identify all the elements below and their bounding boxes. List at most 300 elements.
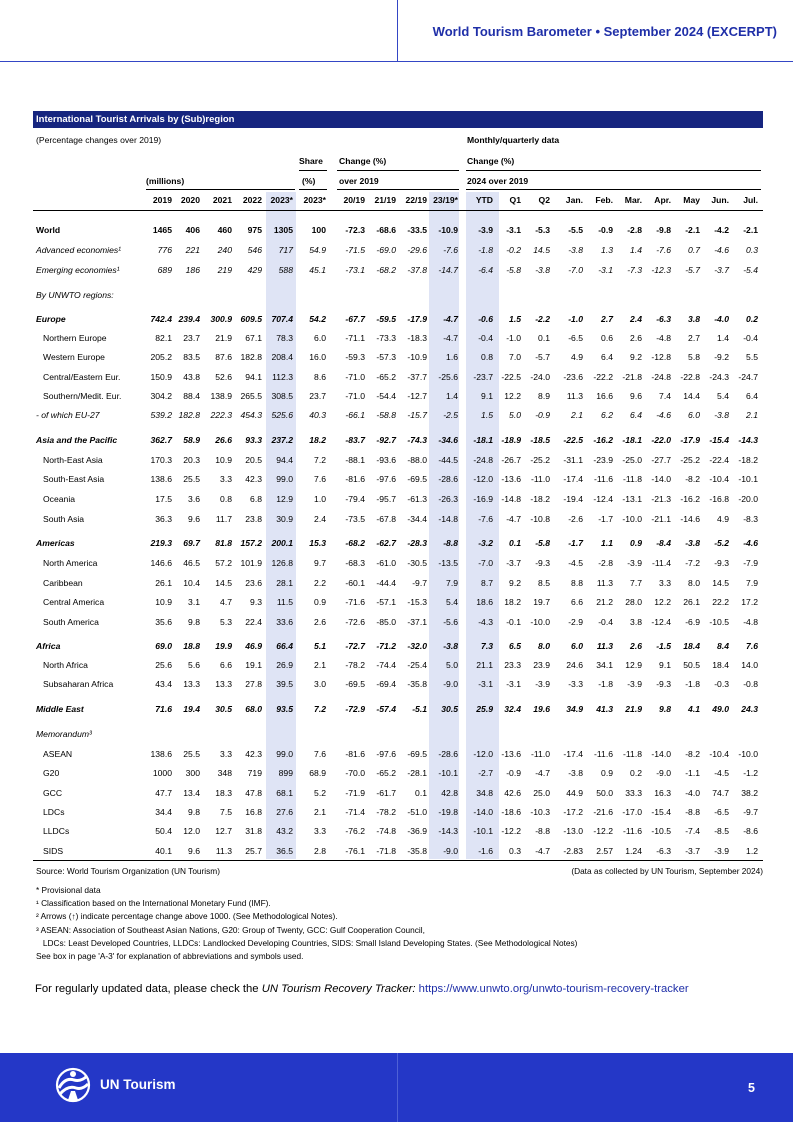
table-cell: -1.0: [568, 314, 583, 324]
table-cell: 454.3: [240, 410, 262, 420]
table-cell: -10.4: [709, 749, 729, 759]
table-cell: -21.6: [593, 807, 613, 817]
collected-note: (Data as collected by UN Tourism, September 2024): [571, 866, 763, 876]
table-cell: 19.1: [245, 660, 262, 670]
table-cell: -69.4: [376, 679, 396, 689]
table-cell: -3.1: [506, 679, 521, 689]
table-cell: -11.4: [652, 558, 671, 568]
table-cell: -12.0: [473, 474, 493, 484]
table-cell: -7.2: [685, 558, 700, 568]
table-cell: -4.2: [714, 225, 729, 235]
table-cell: -3.1: [478, 679, 493, 689]
row-label: Subsaharan Africa: [43, 679, 114, 689]
footer-brand: UN Tourism: [100, 1077, 176, 1092]
table-cell: -73.5: [345, 514, 365, 524]
table-cell: 4.1: [688, 704, 700, 714]
table-cell: -16.9: [473, 494, 493, 504]
table-cell: -3.8: [443, 641, 458, 651]
table-cell: 0.7: [688, 245, 700, 255]
table-cell: 240: [217, 245, 232, 255]
change-underline: [337, 170, 459, 171]
table-cell: 31.8: [245, 826, 262, 836]
table-cell: 112.3: [272, 372, 293, 382]
table-cell: -8.8: [443, 538, 458, 548]
table-cell: 26.6: [215, 435, 232, 445]
source-note: Source: World Tourism Organization (UN Tourism): [36, 866, 220, 876]
table-cell: 57.2: [215, 558, 232, 568]
table-cell: -51.0: [407, 807, 427, 817]
table-cell: -0.1: [506, 617, 521, 627]
table-cell: 221: [185, 245, 200, 255]
table-cell: -23.9: [593, 455, 613, 465]
table-cell: -0.8: [743, 679, 758, 689]
table-cell: 7.6: [746, 641, 758, 651]
table-cell: 50.4: [155, 826, 172, 836]
table-cell: -71.0: [345, 391, 365, 401]
table-cell: 899: [278, 768, 293, 778]
table-cell: 138.6: [150, 474, 172, 484]
table-cell: 8.5: [538, 578, 550, 588]
table-cell: 1000: [152, 768, 172, 778]
table-cell: 146.6: [150, 558, 172, 568]
table-cell: -5.6: [443, 617, 458, 627]
table-cell: 13.4: [183, 788, 200, 798]
table-cell: -71.2: [376, 641, 396, 651]
table-cell: -18.1: [622, 435, 642, 445]
table-cell: -0.6: [478, 314, 493, 324]
table-cell: -17.4: [563, 749, 583, 759]
column-header: YTD: [475, 195, 493, 205]
row-label: Middle East: [36, 704, 84, 714]
table-cell: -8.5: [714, 826, 729, 836]
table-cell: -11.6: [594, 474, 613, 484]
table-cell: 54.2: [309, 314, 326, 324]
table-cell: -8.8: [685, 807, 700, 817]
table-cell: -3.1: [506, 225, 521, 235]
table-cell: -7.0: [478, 558, 493, 568]
table-cell: 13.3: [215, 679, 232, 689]
table-cell: 25.9: [476, 704, 493, 714]
row-label: Europe: [36, 314, 66, 324]
table-cell: -8.4: [656, 538, 671, 548]
table-cell: -2.7: [478, 768, 493, 778]
table-cell: -20.0: [738, 494, 758, 504]
table-cell: 10.4: [183, 578, 200, 588]
table-cell: 1.2: [746, 846, 758, 856]
table-cell: -7.6: [656, 245, 671, 255]
table-cell: 138.9: [210, 391, 232, 401]
table-cell: -9.0: [443, 679, 458, 689]
column-header: Jun.: [711, 195, 729, 205]
table-cell: -68.2: [345, 538, 365, 548]
table-cell: 0.8: [481, 352, 493, 362]
row-label: - of which EU-27: [36, 410, 100, 420]
table-cell: 25.7: [245, 846, 262, 856]
table-cell: -2.1: [685, 225, 700, 235]
table-cell: -69.5: [407, 474, 427, 484]
table-cell: -2.9: [568, 617, 583, 627]
table-cell: 11.7: [215, 514, 232, 524]
table-cell: -5.5: [568, 225, 583, 235]
table-cell: 46.5: [183, 558, 200, 568]
table-cell: -9.0: [656, 768, 671, 778]
tracker-name: UN Tourism Recovery Tracker:: [261, 983, 416, 995]
table-cell: 3.3: [314, 826, 326, 836]
monthly-change-label: Change (%): [467, 156, 515, 166]
row-label: Central/Eastern Eur.: [43, 372, 121, 382]
table-cell: -13.5: [438, 558, 458, 568]
row-label: SIDS: [43, 846, 64, 856]
table-cell: -2.5: [443, 410, 458, 420]
table-cell: 30.5: [215, 704, 232, 714]
table-cell: -2.8: [598, 558, 613, 568]
monthly-change-underline: [466, 170, 761, 171]
table-cell: -3.7: [685, 846, 700, 856]
table-cell: -10.1: [738, 474, 758, 484]
table-cell: 525.6: [271, 410, 293, 420]
table-cell: -6.9: [685, 617, 700, 627]
table-cell: 5.5: [746, 352, 758, 362]
table-cell: -7.6: [478, 514, 493, 524]
table-cell: -3.7: [714, 265, 729, 275]
table-cell: 348: [217, 768, 232, 778]
table-cell: -58.8: [376, 410, 396, 420]
table-cell: -12.8: [651, 352, 671, 362]
table-cell: 5.8: [688, 352, 700, 362]
table-cell: -65.2: [376, 372, 396, 382]
table-cell: -72.3: [345, 225, 365, 235]
table-cell: -6.5: [568, 333, 583, 343]
table-cell: -1.6: [478, 846, 493, 856]
table-cell: -7.9: [743, 558, 758, 568]
table-cell: 3.0: [314, 679, 326, 689]
table-cell: -76.1: [345, 846, 365, 856]
table-cell: 6.4: [601, 352, 613, 362]
table-cell: -4.6: [714, 245, 729, 255]
table-cell: 30.9: [276, 514, 293, 524]
table-cell: 18.2: [309, 435, 326, 445]
table-cell: -14.3: [438, 826, 458, 836]
table-cell: -97.6: [376, 474, 396, 484]
row-label: Asia and the Pacific: [36, 435, 118, 445]
table-cell: -19.4: [563, 494, 583, 504]
table-cell: -0.9: [535, 410, 550, 420]
footnote-5: LDCs: Least Developed Countries, LLDCs: Landlocked Developing Countries, SIDS: Small Island Developing States. (See Methodological Notes): [36, 938, 578, 948]
table-cell: -2.1: [743, 225, 758, 235]
table-cell: 38.2: [741, 788, 758, 798]
table-cell: -2.2: [535, 314, 550, 324]
table-cell: 66.4: [276, 641, 293, 651]
table-cell: 3.8: [688, 314, 700, 324]
table-cell: 21.2: [596, 597, 613, 607]
table-cell: 34.1: [596, 660, 613, 670]
table-cell: -72.6: [345, 617, 365, 627]
table-cell: -71.8: [376, 846, 396, 856]
table-cell: -12.4: [651, 617, 671, 627]
page-header: [0, 0, 793, 62]
table-cell: 0.3: [746, 245, 758, 255]
table-cell: -1.2: [743, 768, 758, 778]
table-cell: 10.9: [155, 597, 172, 607]
table-cell: -1.8: [685, 679, 700, 689]
table-cell: -3.7: [506, 558, 521, 568]
table-cell: -24.8: [473, 455, 493, 465]
table-cell: -3.9: [714, 846, 729, 856]
table-cell: 2.1: [314, 807, 326, 817]
table-cell: -15.7: [407, 410, 427, 420]
table-cell: 12.9: [625, 660, 642, 670]
table-cell: -4.7: [506, 514, 521, 524]
table-cell: -81.6: [345, 749, 365, 759]
table-cell: -61.0: [376, 558, 396, 568]
table-cell: 6.0: [314, 333, 326, 343]
table-cell: -44.4: [376, 578, 396, 588]
table-cell: -0.4: [478, 333, 493, 343]
table-cell: -4.8: [743, 617, 758, 627]
table-cell: -73.1: [345, 265, 365, 275]
table-cell: 0.6: [601, 333, 613, 343]
column-header: 22/19: [405, 195, 427, 205]
table-cell: -22.5: [563, 435, 583, 445]
table-cell: 265.5: [240, 391, 262, 401]
table-cell: 12.2: [654, 597, 671, 607]
table-cell: -69.5: [407, 749, 427, 759]
table-cell: -70.0: [345, 768, 365, 778]
table-cell: 18.2: [504, 597, 521, 607]
table-cell: 0.8: [220, 494, 232, 504]
table-cell: 11.5: [276, 597, 293, 607]
table-cell: 93.3: [245, 435, 262, 445]
table-cell: -19.8: [438, 807, 458, 817]
table-cell: 94.4: [276, 455, 293, 465]
table-cell: -15.3: [407, 597, 427, 607]
table-cell: -9.2: [714, 352, 729, 362]
table-cell: -12.3: [651, 265, 671, 275]
table-cell: -11.0: [531, 749, 550, 759]
change-label: Change (%): [339, 156, 387, 166]
table-cell: 5.4: [446, 597, 458, 607]
table-cell: -13.0: [563, 826, 583, 836]
table-cell: -62.7: [376, 538, 396, 548]
table-cell: -6.5: [714, 807, 729, 817]
table-cell: -14.8: [438, 514, 458, 524]
table-cell: -71.9: [345, 788, 365, 798]
table-cell: -21.3: [651, 494, 671, 504]
table-cell: 26.1: [155, 578, 172, 588]
table-cell: -74.4: [376, 660, 396, 670]
table-cell: 93.5: [276, 704, 293, 714]
table-cell: -11.6: [594, 749, 613, 759]
row-label: Caribbean: [43, 578, 83, 588]
footnote-2: ¹ Classification based on the International Monetary Fund (IMF).: [36, 898, 271, 908]
table-cell: -68.3: [345, 558, 365, 568]
table-cell: 28.0: [625, 597, 642, 607]
table-cell: 20.5: [245, 455, 262, 465]
table-cell: 308.5: [271, 391, 293, 401]
table-cell: 1.3: [601, 245, 613, 255]
table-cell: -1.7: [598, 514, 613, 524]
column-header: Feb.: [595, 195, 613, 205]
table-title: International Tourist Arrivals by (Sub)region: [33, 111, 763, 128]
row-label: North Africa: [43, 660, 88, 670]
table-cell: -30.5: [407, 558, 427, 568]
table-cell: -10.9: [407, 352, 427, 362]
table-cell: -1.1: [685, 768, 700, 778]
table-cell: -17.4: [563, 474, 583, 484]
table-cell: 5.0: [509, 410, 521, 420]
table-cell: 23.7: [309, 391, 326, 401]
table-cell: -2.83: [563, 846, 583, 856]
table-cell: -44.5: [438, 455, 458, 465]
table-cell: 16.0: [309, 352, 326, 362]
table-cell: 94.1: [245, 372, 262, 382]
table-cell: 237.2: [271, 435, 293, 445]
table-cell: -97.6: [376, 749, 396, 759]
table-cell: 22.2: [712, 597, 729, 607]
share-label: Share: [299, 156, 323, 166]
table-cell: -0.4: [743, 333, 758, 343]
column-header: 21/19: [374, 195, 396, 205]
table-cell: 4.9: [571, 352, 583, 362]
table-cell: -37.7: [407, 372, 427, 382]
table-cell: 69.7: [183, 538, 200, 548]
table-cell: -66.1: [345, 410, 365, 420]
table-cell: -4.6: [743, 538, 758, 548]
table-cell: 18.6: [476, 597, 493, 607]
table-cell: 78.3: [276, 333, 293, 343]
table-cell: -28.1: [407, 768, 427, 778]
table-cell: 7.9: [746, 578, 758, 588]
table-cell: 21.9: [625, 704, 642, 714]
table-cell: 0.9: [314, 597, 326, 607]
tracker-link[interactable]: https://www.unwto.org/unwto-tourism-recovery-tracker: [418, 983, 689, 995]
tracker-sentence: [35, 983, 689, 995]
table-cell: 23.9: [533, 660, 550, 670]
table-cell: -4.7: [443, 314, 458, 324]
table-cell: 18.4: [712, 660, 729, 670]
table-cell: 14.5: [215, 578, 232, 588]
table-cell: -22.8: [680, 372, 700, 382]
table-cell: -72.7: [345, 641, 365, 651]
table-cell: -31.1: [563, 455, 583, 465]
monthly-header: Monthly/quarterly data: [467, 135, 560, 145]
table-cell: 2.8: [314, 846, 326, 856]
table-cell: 25.0: [533, 788, 550, 798]
table-cell: 13.3: [183, 679, 200, 689]
table-cell: -1.0: [506, 333, 521, 343]
table-cell: 68.9: [309, 768, 326, 778]
table-cell: 25.5: [183, 474, 200, 484]
table-cell: 717: [278, 245, 293, 255]
table-cell: 23.8: [245, 514, 262, 524]
table-cell: 6.4: [746, 391, 758, 401]
table-cell: -35.8: [407, 846, 427, 856]
table-cell: 609.5: [240, 314, 262, 324]
table-cell: -88.1: [345, 455, 365, 465]
table-cell: -4.6: [656, 410, 671, 420]
table-cell: 2.7: [688, 333, 700, 343]
row-label: World: [36, 225, 61, 235]
millions-label: (millions): [146, 176, 185, 186]
table-cell: 26.9: [276, 660, 293, 670]
table-cell: -95.7: [376, 494, 396, 504]
table-cell: 5.0: [446, 660, 458, 670]
column-header: 2023*: [303, 195, 326, 205]
table-cell: -14.6: [680, 514, 700, 524]
report-title: World Tourism Barometer • September 2024 (EXCERPT): [432, 24, 777, 39]
table-cell: 11.3: [596, 578, 613, 588]
table-cell: -0.9: [506, 768, 521, 778]
row-label: Memorandum³: [36, 729, 92, 739]
table-cell: -11.0: [531, 474, 550, 484]
table-cell: 9.6: [630, 391, 642, 401]
table-cell: -8.6: [743, 826, 758, 836]
column-header: 2020: [180, 195, 200, 205]
table-cell: 45.1: [309, 265, 326, 275]
table-cell: 82.1: [155, 333, 172, 343]
table-cell: 5.3: [220, 617, 232, 627]
table-cell: 1.5: [509, 314, 521, 324]
table-cell: 42.3: [245, 474, 262, 484]
table-cell: 460: [217, 225, 232, 235]
table-cell: -5.1: [412, 704, 427, 714]
table-cell: -67.7: [345, 314, 365, 324]
row-label: By UNWTO regions:: [36, 290, 114, 300]
table-cell: 776: [157, 245, 172, 255]
table-cell: 23.7: [183, 333, 200, 343]
footer-divider: [397, 1053, 398, 1122]
table-cell: 5.6: [188, 660, 200, 670]
table-cell: -5.7: [685, 265, 700, 275]
table-cell: -76.2: [345, 826, 365, 836]
table-cell: -5.8: [535, 538, 550, 548]
table-cell: 34.9: [566, 704, 583, 714]
table-cell: 362.7: [150, 435, 172, 445]
table-cell: 18.4: [683, 641, 700, 651]
table-cell: 170.3: [150, 455, 172, 465]
table-cell: -16.2: [593, 435, 613, 445]
table-cell: 2.1: [571, 410, 583, 420]
table-cell: -10.4: [709, 474, 729, 484]
table-cell: -18.2: [738, 455, 758, 465]
table-cell: 222.3: [210, 410, 232, 420]
table-cell: 1.4: [717, 333, 729, 343]
table-cell: -24.8: [651, 372, 671, 382]
table-cell: 1305: [273, 225, 293, 235]
table-cell: -69.0: [376, 245, 396, 255]
table-cell: 9.6: [188, 846, 200, 856]
table-cell: -10.0: [738, 749, 758, 759]
row-label: Oceania: [43, 494, 76, 504]
table-cell: -6.3: [656, 314, 671, 324]
table-cell: 2.4: [314, 514, 326, 524]
column-header: 23/19*: [433, 195, 458, 205]
table-cell: 588: [278, 265, 293, 275]
table-cell: -2.8: [627, 225, 642, 235]
row-label: South-East Asia: [43, 474, 105, 484]
table-cell: -13.6: [501, 474, 521, 484]
table-cell: -26.3: [438, 494, 458, 504]
table-cell: 42.3: [245, 749, 262, 759]
table-cell: -10.8: [530, 514, 550, 524]
table-cell: 50.0: [596, 788, 613, 798]
table-cell: -71.4: [345, 807, 365, 817]
table-cell: -74.8: [376, 826, 396, 836]
table-cell: -16.2: [680, 494, 700, 504]
table-cell: -57.4: [376, 704, 396, 714]
table-cell: 8.4: [717, 641, 729, 651]
table-cell: 719: [247, 768, 262, 778]
